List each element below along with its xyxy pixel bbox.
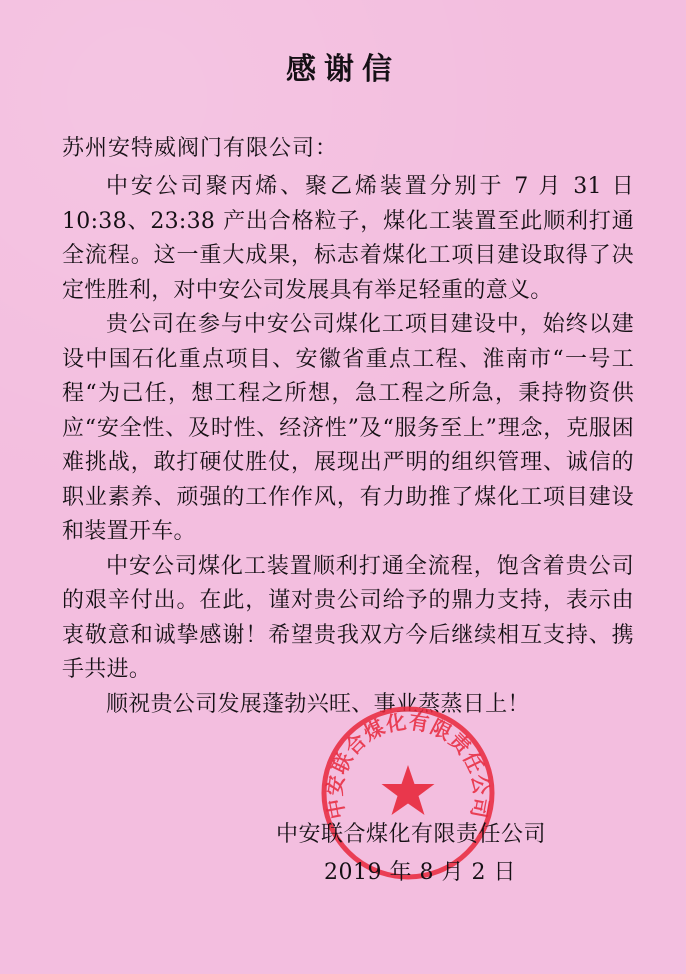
signature-organization: 中安联合煤化有限责任公司 — [276, 822, 547, 847]
letter-paragraph-3: 中安公司煤化工装置顺利打通全流程，饱含着贵公司的艰辛付出。在此，谨对贵公司给予的鼎力支持，表示由衷敬意和诚挚感谢！希望贵我双方今后继续相互支持、携手共进。 — [62, 553, 634, 682]
letter-paragraph-2: 贵公司在参与中安公司煤化工项目建设中，始终以建设中国石化重点项目、安徽省重点工程、淮南市“一号工程“为己任，想工程之所想，急工程之所急，秉持物资供应“安全性、及时性、经济性”及“服务至上”理念，克服困难挑战，敢打硬仗胜仗，展现出严明的组织管理、诚信的职业素养、顽强的工作作风，有力助推了煤化工项目建设和装置开车。 — [62, 312, 634, 544]
letter-title: 感谢信 — [286, 52, 400, 87]
letter-body — [62, 170, 634, 722]
letter-closing: 顺祝贵公司发展蓬勃兴旺、事业蒸蒸日上！ — [106, 691, 530, 717]
letter-paragraph-1: 中安公司聚丙烯、聚乙烯装置分别于 7 月 31 日 10:38、23:38 产出合格粒子，煤化工装置至此顺利打通全流程。这一重大成果，标志着煤化工项目建设取得了决定性胜利，对中安公司发展具有举足轻重的意义。 — [62, 174, 634, 303]
seal-star-icon — [382, 765, 435, 815]
signature-date: 2019 年 8 月 2 日 — [324, 860, 516, 885]
seal-text: 中安联合煤化有限责任公司 — [322, 709, 494, 821]
letter-addressee: 苏州安特威阀门有限公司： — [62, 136, 339, 161]
